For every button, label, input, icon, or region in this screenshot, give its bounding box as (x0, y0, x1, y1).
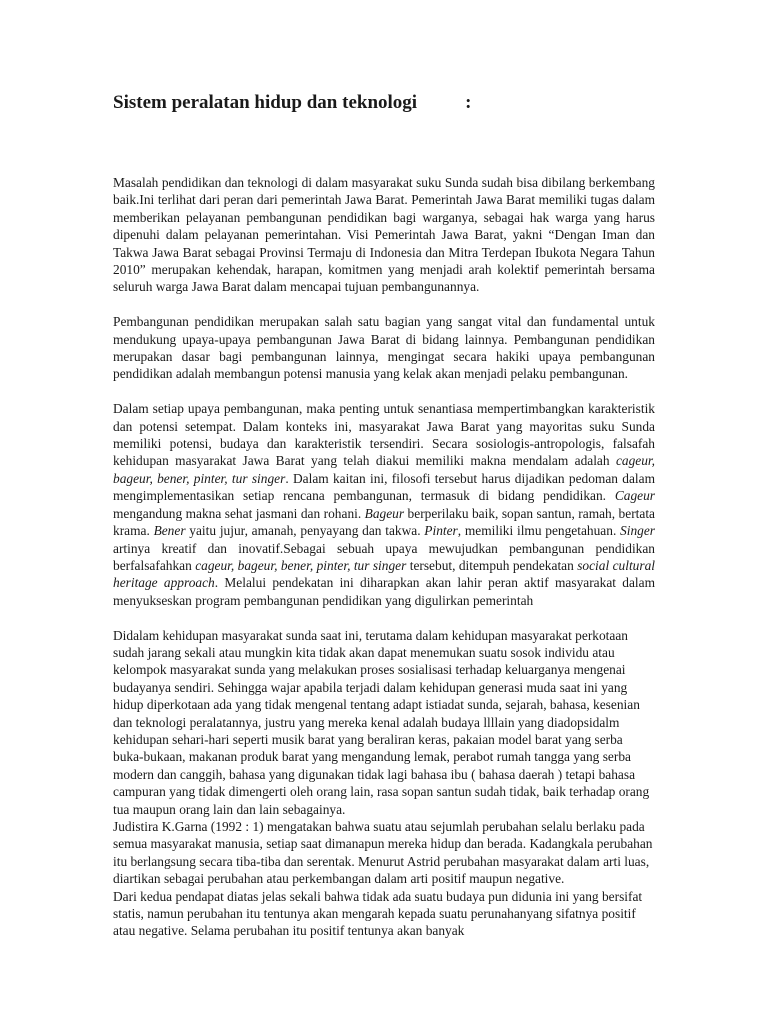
paragraph-3-italic-3: Bageur (364, 505, 405, 521)
paragraph-1: Masalah pendidikan dan teknologi di dalam masyarakat suku Sunda sudah bisa dibilang berkembang baik.Ini terlihat dari peran dari pemerintah Jawa Barat. Pemerintah Jawa Barat memiliki tugas dalam memberikan pelayanan pembangunan pendidikan bagi warganya, sebagai hak warga yang harus dipenuhi dalam pelayanan pemerintahan. Visi Pemerintah Jawa Barat, yakni “Dengan Iman dan Takwa Jawa Barat sebagai Provinsi Termaju di Indonesia dan Mitra Terdepan Ibukota Negara Tahun 2010” merupakan kehendak, harapan, komitmen yang menjadi arah kolektif pemerintah bersama seluruh warga Jawa Barat dalam mencapai tujuan pembangunannya. (113, 175, 655, 295)
paragraph-3 (113, 400, 655, 609)
paragraph-3-text-3: mengandung makna sehat jasmani dan rohani. (113, 505, 365, 521)
paragraph-6: Dari kedua pendapat diatas jelas sekali bahwa tidak ada suatu budaya pun didunia ini yang bersifat statis, namun perubahan itu tentunya akan mengarah kepada suatu perunahanyang sifatnya positif atau negative. Selama perubahan itu positif tentunya akan banyak (113, 888, 643, 939)
paragraph-3-text-9: . Melalui pendekatan ini diharapkan akan lahir peran aktif masyarakat dalam menyukseskan program pembangunan pendidikan yang digulirkan pemerintah (113, 575, 655, 608)
paragraph-3-italic-4: Bener (153, 523, 186, 539)
paragraph-4: Didalam kehidupan masyarakat sunda saat ini, terutama dalam kehidupan masyarakat perkotaan sudah jarang sekali atau mungkin kita tidak akan dapat menemukan suatu sosok individu atau kelompok masyarakat sunda yang melakukan proses sosialisasi terhadap keluarganya mengenai budayanya sendiri. Sehingga wajar apabila terjadi dalam kehidupan generasi muda saat ini yang hidup diperkotaan ada yang tidak mengenal tentang adapt istiadat sunda, sejarah, bahasa, kesenian dan teknologi peralatannya, justru yang mereka kenal adalah budaya llllain yang diadopsidalm kehidupan sehari-hari seperti musik barat yang beraliran keras, pakaian model barat yang serba buka-bukaan, makanan produk barat yang mengandung lemak, perabot rumah tangga yang serba modern dan canggih, bahasa yang digunakan tidak lagi bahasa ibu ( bahasa daerah ) tetapi bahasa campuran yang tidak dimengerti oleh orang lain, rasa sopan santun sudah tidak, baik terhadap orang tua maupun orang lain dan lain sebagainya. (113, 627, 650, 817)
paragraph-3-italic-2: Cageur (614, 488, 655, 504)
document-title: Sistem peralatan hidup dan teknologi (113, 92, 418, 113)
paragraph-3-text-5: yaitu jujur, amanah, penyayang dan takwa. (185, 523, 425, 539)
document-heading (113, 92, 655, 114)
document-body (113, 174, 655, 940)
paragraph-2: Pembangunan pendidikan merupakan salah satu bagian yang sangat vital dan fundamental untuk mendukung upaya-upaya pembangunan Jawa Barat di bidang lainnya. Pembangunan pendidikan merupakan dasar bagi pembangunan lainnya, mengingat secara hakiki upaya pembangunan pendidikan adalah membangun potensi manusia yang kelak akan menjadi pelaku pembangunan. (113, 314, 655, 382)
paragraph-3-text-6: , memiliki ilmu pengetahuan. (457, 523, 621, 539)
paragraph-3-text-2: . Dalam kaitan ini, filosofi tersebut harus dijadikan pedoman dalam mengimplementasikan setiap rencana pembangunan, termasuk di bidang pendidikan. (113, 470, 656, 504)
paragraph-3-italic-8: social cultural heritage approach (113, 557, 655, 591)
paragraph-3-italic-7: cageur, bageur, bener, pinter, tur singer (195, 557, 407, 573)
paragraph-3-text-1: Dalam setiap upaya pembangunan, maka penting untuk senantiasa mempertimbangkan karakteristik dan potensi setempat. Dalam konteks ini, masyarakat Jawa Barat yang mayoritas suku Sunda memiliki potensi, budaya dan karakteristik tersendiri. Secara sosiologis-antropologis, falsafah kehidupan masyarakat Jawa Barat yang telah diakui memiliki makna mendalam adalah (113, 401, 655, 469)
paragraph-3-text-4: berperilaku baik, sopan santun, ramah, bertata krama. (113, 505, 655, 539)
paragraph-3-italic-6: Singer (620, 523, 656, 539)
title-colon: : (465, 92, 472, 113)
paragraph-3-text-8: tersebut, ditempuh pendekatan (406, 557, 578, 573)
paragraph-3-italic-1: cageur, bageur, bener, pinter, tur singer (113, 453, 655, 486)
document-page (113, 92, 655, 940)
paragraph-3-text-7: artinya kreatif dan inovatif.Sebagai sebuah upaya mewujudkan pembangunan pendidikan berfalsafahkan (113, 540, 655, 573)
paragraph-3-italic-5: Pinter (424, 523, 458, 539)
paragraph-5: Judistira K.Garna (1992 : 1) mengatakan bahwa suatu atau sejumlah perubahan selalu berlaku pada semua masyarakat manusia, setiap saat dimanapun mereka hidup dan berada. Kadangkala perubahan itu berlangsung secara tiba-tiba dan serentak. Menurut Astrid perubahan masyarakat dalam arti luas, diartikan sebagai perubahan atau perkembangan dalam arti positif maupun negative. (113, 818, 653, 887)
